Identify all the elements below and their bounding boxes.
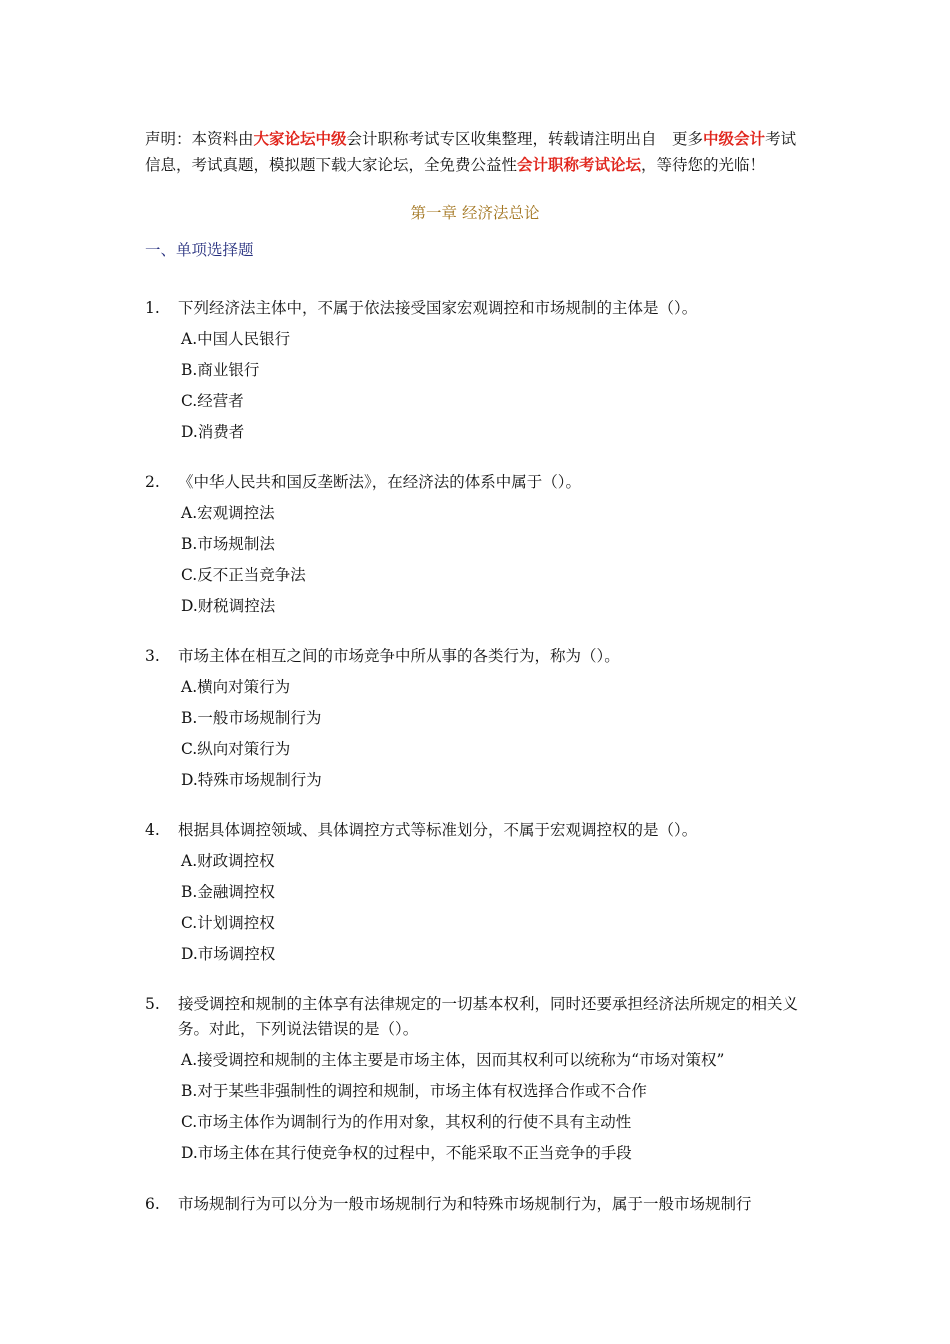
- question-option: C.市场主体作为调制行为的作用对象，其权利的行使不具有主动性: [181, 1113, 632, 1131]
- question-option: B.一般市场规制行为: [181, 709, 322, 727]
- question-item: [145, 644, 810, 793]
- notice-link-forum[interactable]: 大家论坛中级: [253, 129, 347, 148]
- question-option: C.纵向对策行为: [181, 740, 291, 758]
- question-item: [145, 992, 810, 1166]
- question-option: D.市场调控权: [181, 945, 276, 963]
- question-option: B.对于某些非强制性的调控和规制，市场主体有权选择合作或不合作: [181, 1082, 647, 1100]
- question-option: A.宏观调控法: [181, 504, 275, 522]
- question-option: B.商业银行: [181, 361, 260, 379]
- question-number: 5.: [145, 995, 160, 1013]
- question-option: B.金融调控权: [181, 883, 275, 901]
- question-option: B.市场规制法: [181, 535, 275, 553]
- question-item: [145, 1192, 810, 1217]
- question-number: 2.: [145, 473, 160, 491]
- question-option: D.消费者: [181, 423, 245, 441]
- notice-link-exam[interactable]: 中级会计: [703, 129, 766, 148]
- question-option: A.财政调控权: [181, 852, 275, 870]
- question-stem: 市场主体在相互之间的市场竞争中所从事的各类行为，称为（）。: [178, 647, 620, 665]
- section-title: 一、单项选择题: [145, 241, 254, 259]
- question-stem: 《中华人民共和国反垄断法》，在经济法的体系中属于（）。: [178, 473, 582, 491]
- chapter-title: 第一章 经济法总论: [410, 204, 540, 222]
- question-number: 1.: [145, 299, 160, 317]
- question-option: C.经营者: [181, 392, 244, 410]
- notice-text: 考试信息，考试真题，模拟题下载大家论坛，全免费公益性: [145, 130, 797, 174]
- question-stem: 接受调控和规制的主体享有法律规定的一切基本权利，同时还要承担经济法所规定的相关义务。对此，下列说法错误的是（）。: [178, 995, 799, 1038]
- disclaimer-notice: [145, 126, 807, 178]
- notice-text: 会计职称考试专区收集整理，转载请注明出自 更多: [346, 130, 704, 148]
- question-option: D.特殊市场规制行为: [181, 771, 322, 789]
- question-option: D.市场主体在其行使竞争权的过程中，不能采取不正当竞争的手段: [181, 1144, 632, 1162]
- question-option: A.接受调控和规制的主体主要是市场主体，因而其权利可以统称为“市场对策权”: [181, 1051, 725, 1069]
- question-option: D.财税调控法: [181, 597, 276, 615]
- question-item: [145, 470, 810, 619]
- question-number: 3.: [145, 647, 160, 665]
- question-option: A.横向对策行为: [181, 678, 291, 696]
- question-stem: 下列经济法主体中，不属于依法接受国家宏观调控和市场规制的主体是（）。: [178, 299, 698, 317]
- question-item: [145, 818, 810, 967]
- notice-text: 声明：本资料由: [145, 130, 254, 148]
- notice-link-exam-forum[interactable]: 会计职称考试论坛: [517, 155, 642, 174]
- question-stem: 市场规制行为可以分为一般市场规制行为和特殊市场规制行为，属于一般市场规制行: [178, 1195, 752, 1213]
- question-option: C.计划调控权: [181, 914, 275, 932]
- question-option: A.中国人民银行: [181, 330, 291, 348]
- question-stem: 根据具体调控领域、具体调控方式等标准划分，不属于宏观调控权的是（）。: [178, 821, 698, 839]
- question-option: C.反不正当竞争法: [181, 566, 306, 584]
- question-item: [145, 296, 810, 445]
- notice-text: ，等待您的光临！: [641, 156, 766, 174]
- question-number: 4.: [145, 821, 160, 839]
- question-number: 6.: [145, 1195, 160, 1213]
